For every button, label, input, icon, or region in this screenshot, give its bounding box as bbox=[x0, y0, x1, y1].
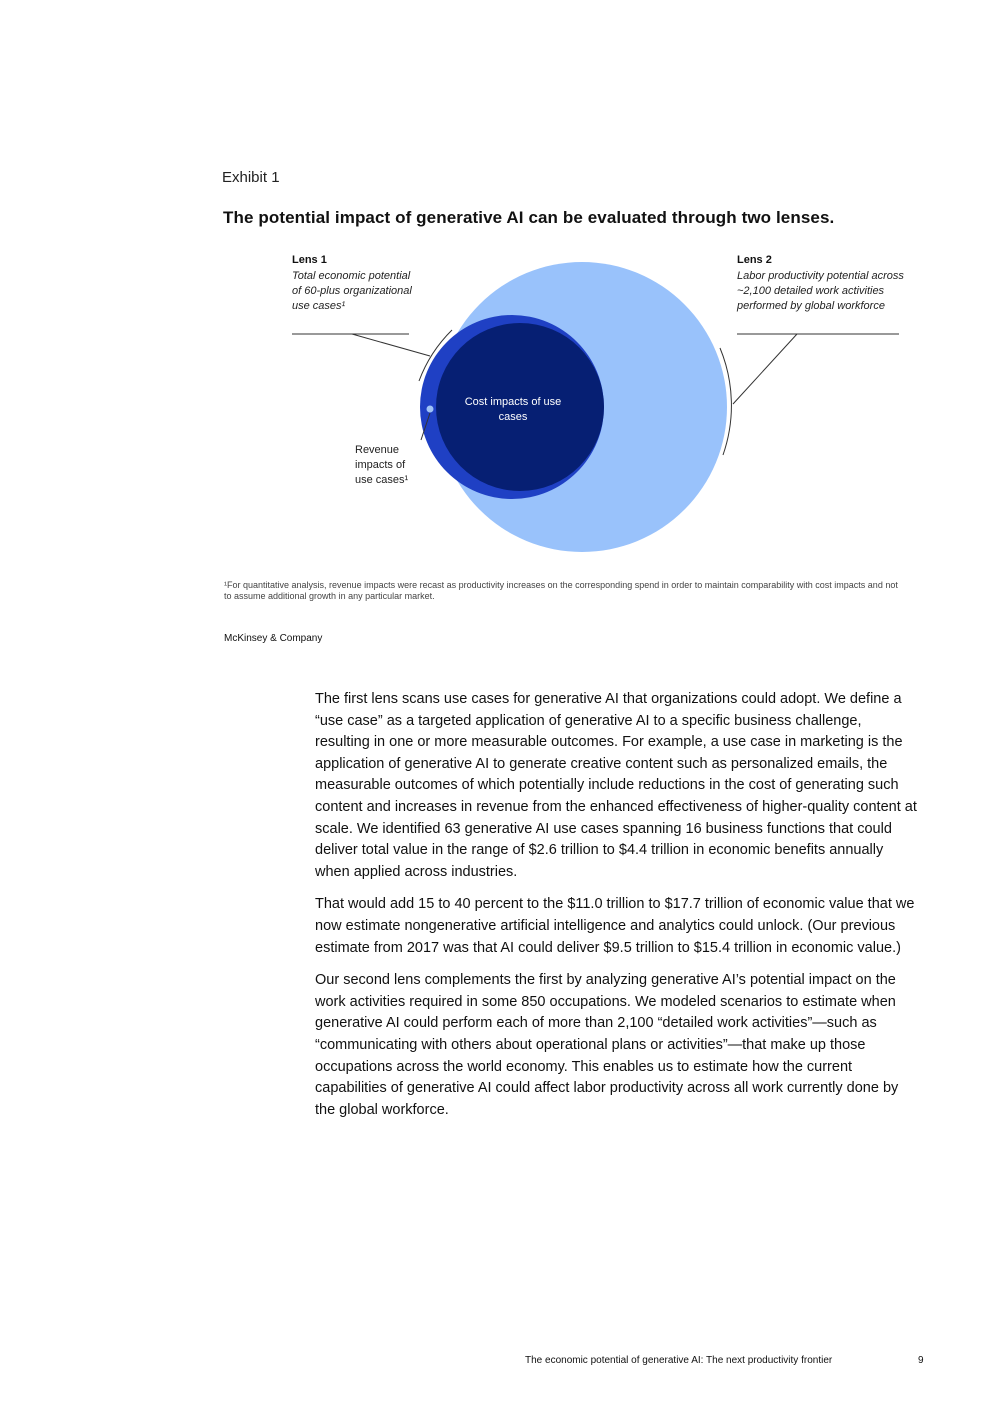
body-paragraph: That would add 15 to 40 percent to the $11.0 trillion to $17.7 trillion of economic value that we now estimate nongenerative artificial intelligence and analytics could unlock. (Our previous estimate from 2017 was that AI could deliver $9.5 trillion to $15.4 trillion in economic value.) bbox=[315, 896, 915, 956]
footnote: ¹For quantitative analysis, revenue impacts were recast as productivity increases on the corresponding spend in order to maintain comparability with cost impacts and not to assume additional growth in any particular market. bbox=[224, 580, 898, 601]
lens2-title: Lens 2 bbox=[737, 254, 772, 266]
lens2-callout bbox=[737, 254, 907, 314]
exhibit-title: The potential impact of generative AI can be evaluated through two lenses. bbox=[223, 208, 835, 227]
lens2-leader-line bbox=[733, 334, 797, 404]
lens2-description: Labor productivity potential across ~2,100 detailed work activities performed by global workforce bbox=[737, 270, 904, 312]
lens1-title: Lens 1 bbox=[292, 254, 327, 266]
exhibit-label: Exhibit 1 bbox=[222, 169, 280, 186]
cost-label: Cost impacts of use cases bbox=[464, 396, 562, 423]
lens1-description: Total economic potential of 60-plus organizational use cases¹ bbox=[292, 270, 412, 312]
page-number: 9 bbox=[918, 1355, 924, 1366]
lens1-callout bbox=[292, 254, 422, 314]
revenue-label: Revenue impacts of use cases¹ bbox=[355, 444, 409, 486]
footer-title: The economic potential of generative AI: The next productivity frontier bbox=[525, 1355, 833, 1366]
body-paragraph: The first lens scans use cases for generative AI that organizations could adopt. We define a “use case” as a targeted application of generative AI to a specific business challenge, resulting in one or more measurable outcomes. For example, a use case in marketing is the application of generative AI to generate creative content such as personalized emails, the measurable outcomes of which potentially include reductions in the cost of generating such content and increases in revenue from the enhanced effectiveness of higher-quality content at scale. We identified 63 generative AI use cases spanning 16 business functions that could deliver total value in the range of $2.6 trillion to $4.4 trillion in economic benefits annually when applied across industries. bbox=[315, 691, 917, 880]
body-text bbox=[315, 689, 920, 1132]
lens1-leader-line bbox=[352, 334, 430, 356]
body-paragraph: Our second lens complements the first by analyzing generative AI’s potential impact on the work activities required in some 850 occupations. We modeled scenarios to estimate when generative AI could perform each of more than 2,100 “detailed work activities”—such as “communicating with others about operational plans or activities”—that make up those occupations across the world economy. This enables us to estimate how the current capabilities of generative AI could affect labor productivity across all work currently done by the global workforce. bbox=[315, 972, 899, 1118]
publisher-credit: McKinsey & Company bbox=[224, 633, 323, 644]
revenue-callout-dot bbox=[427, 406, 434, 413]
